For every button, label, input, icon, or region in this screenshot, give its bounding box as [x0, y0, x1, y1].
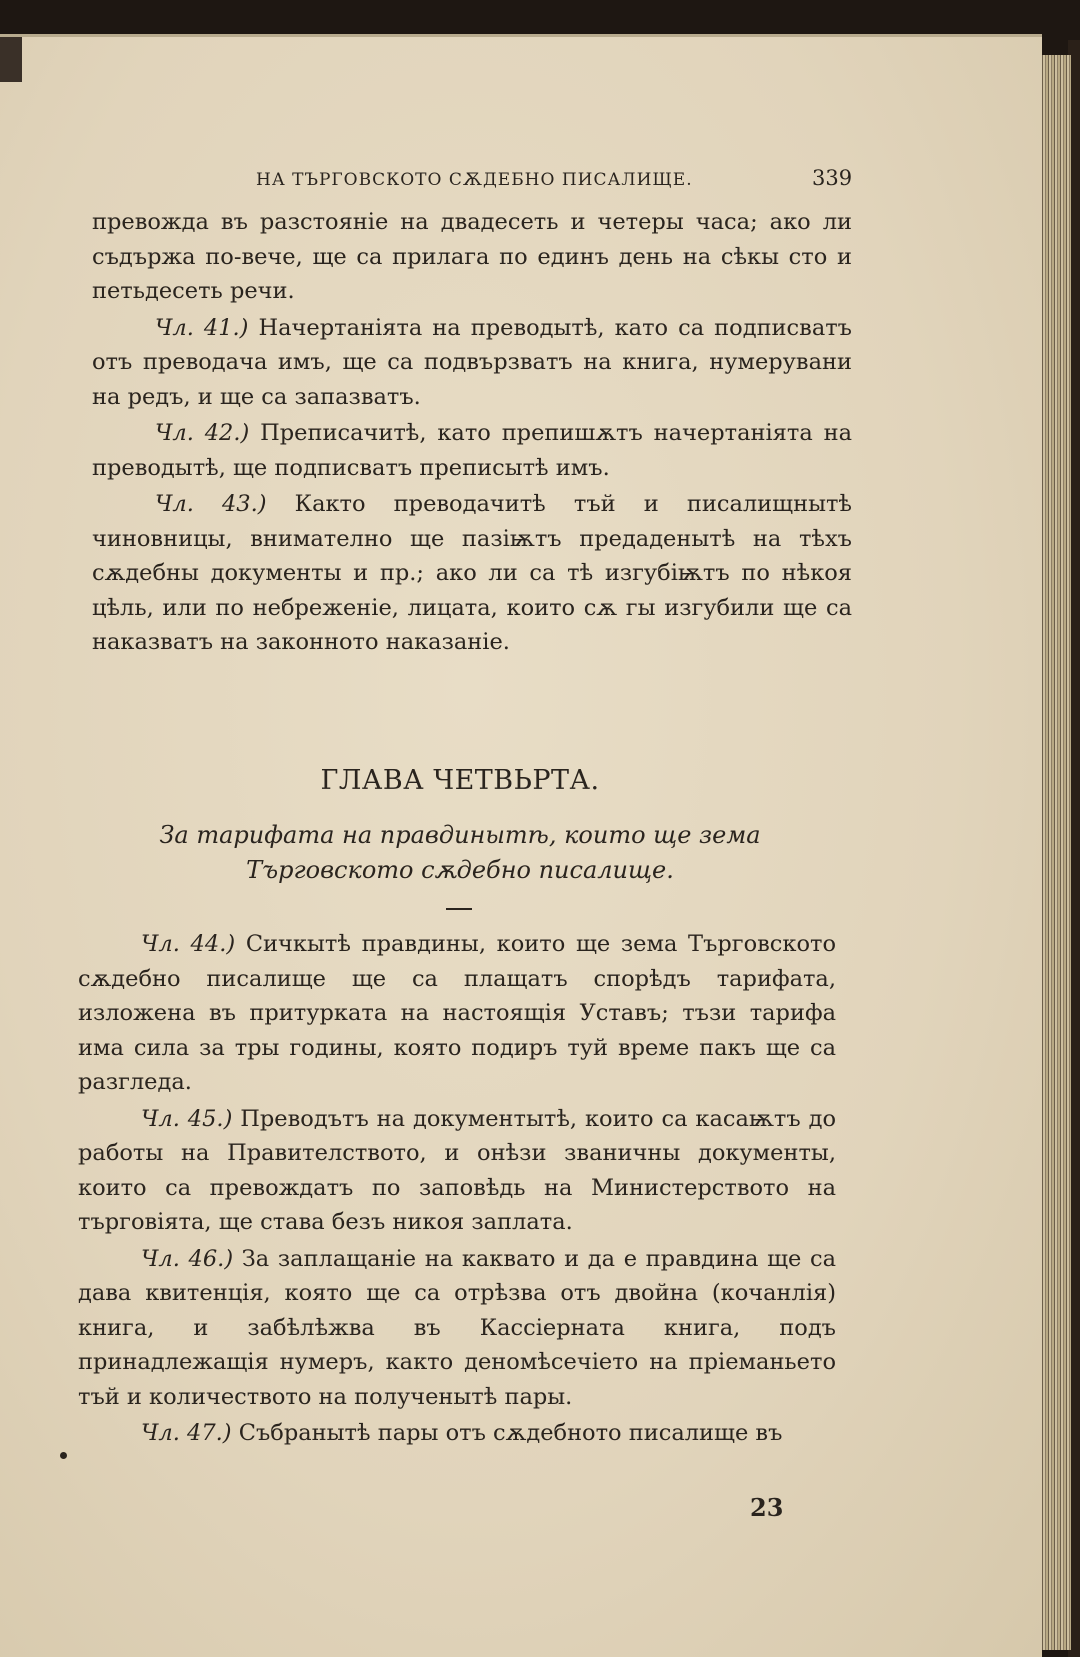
article-number: Чл. 44.): [141, 931, 236, 957]
article-44: [78, 927, 836, 1100]
paragraph-text: Начертанiята на преводытѣ, като са подписватъ отъ преводача имъ, ще са подвързватъ на книга, нумерувани на редъ, и ще са запазватъ.: [92, 314, 853, 410]
paragraph-text: Преписачитѣ, като препишѫтъ начертанiята на преводытѣ, ще подписватъ преписытѣ имъ.: [92, 420, 852, 481]
article-45: [78, 1102, 836, 1240]
running-title: НА ТЪРГОВСКОТО СѪДЕБНО ПИСАЛИЩЕ.: [256, 170, 693, 190]
article-46: [78, 1242, 836, 1415]
top-text-block: [92, 205, 852, 662]
paragraph-text: Както преводачитѣ тъй и писалищнытѣ чиновницы, внимателно ще пазiѭтъ предаденытѣ на тѣхъ сѫдебны документы и пр.; ако ли са тѣ изгубiѭтъ по нѣкоя цѣль, или по небреженiе, лицата, които сѫ гы изгубили ще са наказватъ на законното наказанiе.: [92, 491, 852, 655]
ink-dot: [60, 1452, 67, 1459]
article-43: [92, 487, 852, 660]
article-42: [92, 416, 852, 485]
page-number: 339: [812, 166, 853, 190]
article-number: Чл. 43.): [155, 491, 267, 517]
binding-strip: [0, 37, 22, 82]
chapter-title: ГЛАВА ЧЕТВЬРТА.: [320, 765, 600, 796]
article-number: Чл. 42.): [155, 420, 250, 446]
bottom-text-block: [78, 927, 836, 1453]
article-number: Чл. 41.): [155, 314, 249, 341]
chapter-subtitle: За тарифата на правдинытѣ, които ще зема Търговското сѫдебно писалище.: [159, 821, 761, 884]
paragraph-continuation: [92, 205, 852, 309]
paragraph-text: За заплащанiе на каквато и да е правдина ще са дава квитенцiя, която ще са отрѣзва отъ двойна (кочанлiя) книга, и забѣлѣжва въ Кассiерната книга, подъ принадлежащiя нумеръ, както деномѣсечiето на прiеманьето тъй и количеството на полученытѣ пары.: [78, 1245, 836, 1410]
section-divider: [446, 908, 472, 910]
article-number: Чл. 45.): [141, 1105, 233, 1132]
paragraph-text: Преводътъ на документытѣ, които са касаѭтъ до работы на Правителството, и онѣзи званичны документы, които са превождатъ по заповѣдь на Министерството на търговiята, ще става безъ никоя заплата.: [78, 1105, 837, 1235]
article-number: Чл. 47.): [141, 1420, 232, 1446]
paragraph-text: Събранытѣ пары отъ сѫдебното писалище въ: [238, 1420, 783, 1446]
article-47: [78, 1416, 836, 1451]
paragraph-text: Сичкытѣ правдины, които ще зема Търговското сѫдебно писалище ще са плащатъ спорѣдъ тарифата, изложена въ притурката на настоящiя Уставъ; тъзи тарифа има сила за тры годины, която подиръ туй време пакъ ще са разгледа.: [78, 931, 836, 1095]
paragraph-text: превожда въ разстоянiе на двадесеть и четеры часа; ако ли съдържа по-вече, ще са прилага по единъ день на сѣкы сто и петьдесеть речи.: [92, 209, 852, 304]
signature-mark: 23: [750, 1493, 784, 1522]
article-41: [92, 311, 852, 415]
article-number: Чл. 46.): [141, 1245, 234, 1272]
